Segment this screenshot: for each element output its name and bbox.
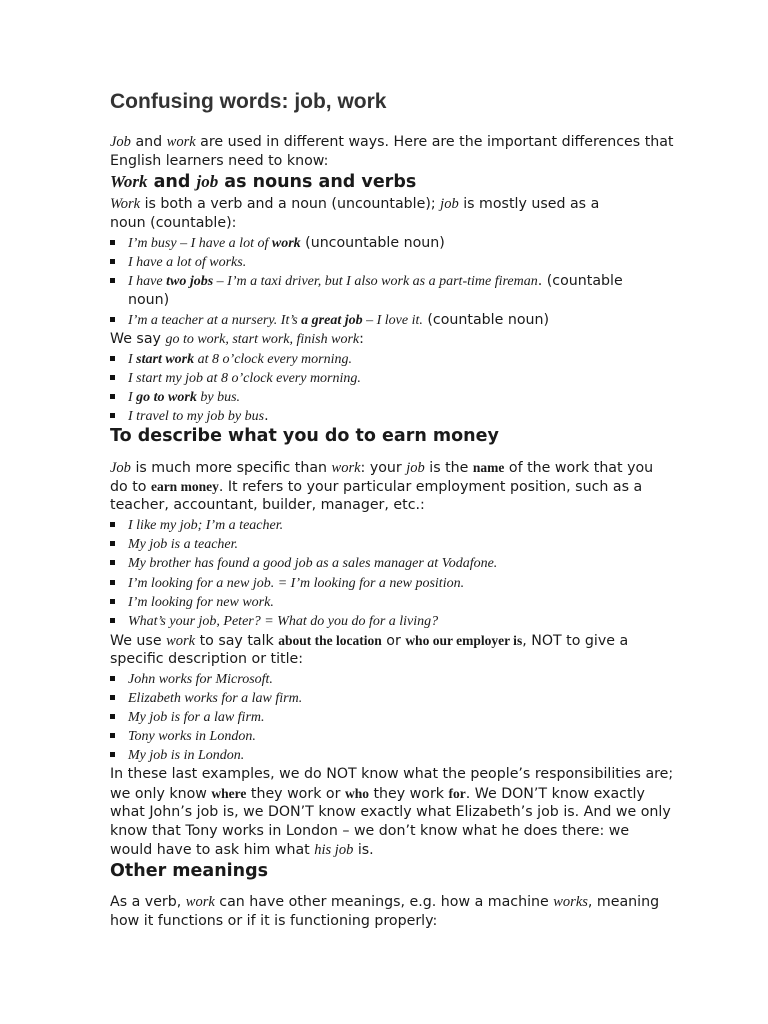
list-item: My job is in London. (110, 746, 244, 765)
bullet-icon (110, 618, 115, 623)
paragraph-line: do to earn money. It refers to your particular employment position, such as a (110, 479, 643, 495)
list-item: Tony works in London. (110, 727, 256, 746)
paragraph-line: specific description or title: (110, 651, 304, 667)
list-item: My job is for a law firm. (110, 708, 265, 727)
paragraph-line: would have to ask him what his job is. (110, 842, 374, 858)
section-heading-earn-money: To describe what you do to earn money (110, 426, 499, 446)
paragraph-line: know that Tony works in London – we don’t know what he does there: we (110, 823, 630, 839)
bullet-icon (110, 752, 115, 757)
paragraph-line: As a verb, work can have other meanings, e.g. how a machine works, meaning (110, 894, 660, 910)
list-item: Elizabeth works for a law firm. (110, 689, 302, 708)
list-item: I have two jobs – I’m a taxi driver, but I also work as a part-time fireman. (countable (110, 272, 623, 291)
bullet-icon (110, 240, 115, 245)
paragraph-line: we only know where they work or who they work for. We DON’T know exactly (110, 786, 645, 802)
bullet-icon (110, 714, 115, 719)
paragraph-line: how it functions or if it is functioning properly: (110, 913, 438, 929)
bullet-icon (110, 394, 115, 399)
paragraph-line: Job is much more specific than work: your job is the name of the work that you (110, 460, 654, 476)
list-item: I’m busy – I have a lot of work (uncountable noun) (110, 234, 445, 253)
section-heading-nouns-verbs: Work and job as nouns and verbs (110, 172, 417, 192)
paragraph-line: noun (countable): (110, 215, 237, 231)
list-item: My job is a teacher. (110, 535, 238, 554)
list-item-continuation: noun) (128, 292, 170, 308)
bullet-icon (110, 375, 115, 380)
intro-line-1: Job and work are used in different ways. Here are the important differences that (110, 134, 674, 150)
bullet-icon (110, 733, 115, 738)
section-heading-other-meanings: Other meanings (110, 861, 269, 881)
bullet-icon (110, 278, 115, 283)
intro-line-2: English learners need to know: (110, 153, 329, 169)
list-item: My brother has found a good job as a sales manager at Vodafone. (110, 554, 497, 573)
bullet-icon (110, 580, 115, 585)
paragraph-line: what John’s job is, we DON’T know exactly what Elizabeth’s job is. And we only (110, 804, 671, 820)
bullet-icon (110, 317, 115, 322)
paragraph-line: teacher, accountant, builder, manager, etc.: (110, 497, 425, 513)
bullet-icon (110, 560, 115, 565)
paragraph-line: We say go to work, start work, finish work: (110, 331, 364, 347)
bullet-icon (110, 599, 115, 604)
list-item: John works for Microsoft. (110, 670, 273, 689)
list-item: I start work at 8 o’clock every morning. (110, 350, 352, 369)
list-item: I’m looking for a new job. = I’m looking for a new position. (110, 574, 464, 593)
list-item: I start my job at 8 o’clock every morning. (110, 369, 361, 388)
list-item: I’m a teacher at a nursery. It’s a great job – I love it. (countable noun) (110, 311, 549, 330)
bullet-icon (110, 413, 115, 418)
bullet-icon (110, 522, 115, 527)
list-item: I travel to my job by bus. (110, 407, 269, 426)
bullet-icon (110, 356, 115, 361)
paragraph-line: In these last examples, we do NOT know what the people’s responsibilities are; (110, 766, 674, 782)
bullet-icon (110, 541, 115, 546)
list-item: I go to work by bus. (110, 388, 240, 407)
bullet-icon (110, 676, 115, 681)
paragraph-line: Work is both a verb and a noun (uncountable); job is mostly used as a (110, 196, 600, 212)
list-item: What’s your job, Peter? = What do you do for a living? (110, 612, 438, 631)
paragraph-line: We use work to say talk about the location or who our employer is, NOT to give a (110, 633, 629, 649)
list-item: I’m looking for new work. (110, 593, 274, 612)
bullet-icon (110, 695, 115, 700)
list-item: I like my job; I’m a teacher. (110, 516, 283, 535)
page-title: Confusing words: job, work (110, 90, 387, 113)
bullet-icon (110, 259, 115, 264)
list-item: I have a lot of works. (110, 253, 246, 272)
